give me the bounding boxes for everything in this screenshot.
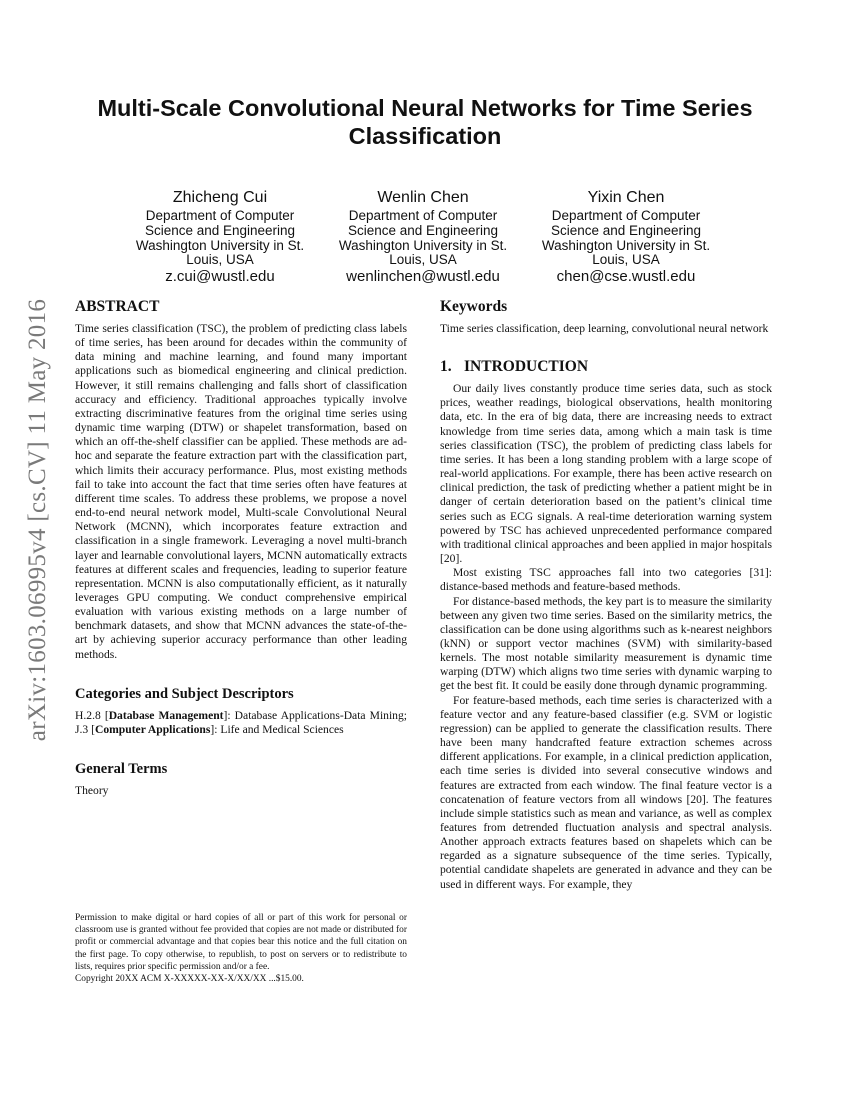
general-terms-text: Theory bbox=[75, 784, 109, 798]
author-block-3 bbox=[531, 188, 721, 285]
keywords-heading: Keywords bbox=[440, 298, 508, 315]
abstract-heading: ABSTRACT bbox=[75, 298, 160, 315]
section-number: 1. bbox=[440, 358, 452, 376]
categories-term-database: Database Management bbox=[108, 708, 224, 722]
author-affiliation-line: Department of Computer bbox=[348, 208, 498, 223]
permission-text: Permission to make digital or hard copies of all or part of this work for personal or classroom use is granted without fee provided that copies are not made or distributed for profit or commercial advantage and that copies bear this notice and the full citation on the first page. To copy otherwise, to republish, to post on servers or to redistribute to lists, requires prior specific permission and/or a fee. bbox=[75, 913, 407, 972]
keywords-text: Time series classification, deep learning, convolutional neural network bbox=[440, 322, 769, 335]
paper-title: Multi-Scale Convolutional Neural Networks for Time Series Classification bbox=[97, 95, 753, 149]
categories-text bbox=[75, 709, 407, 737]
categories-code: H.2.8 [ bbox=[75, 708, 109, 722]
categories-rest-2: ]: Life and Medical Sciences bbox=[210, 722, 344, 736]
arxiv-identifier-text: arXiv:1603.06995v4 [cs.CV] 11 May 2016 bbox=[24, 298, 51, 742]
general-terms-heading: General Terms bbox=[75, 761, 168, 778]
author-block-1 bbox=[125, 188, 315, 285]
author-affiliation-line: Washington University in St. bbox=[338, 237, 508, 253]
author-affiliation-line: Louis, USA bbox=[592, 252, 660, 268]
categories-term-computer: Computer Applications bbox=[94, 722, 211, 736]
intro-paragraph: Most existing TSC approaches fall into two categories [31]: distance-based methods and feature-based methods. bbox=[440, 566, 772, 594]
author-block-2 bbox=[328, 188, 518, 285]
author-affiliation-line: Science and Engineering bbox=[144, 222, 296, 238]
abstract-text: Time series classification (TSC), the problem of predicting class labels of time series, has been around for decades within the community of data mining and machine learning, and found many important applications such as biomedical engineering and clinical prediction. However, it still remains challenging and falls short of classification accuracy and efficiency. Traditional approaches typically involve extracting discriminative features from the original time series using dynamic time warping (DTW) or shapelet transformation, based on which an off-the-shelf classifier can be applied. These methods are ad-hoc and separate the feature extraction part with the classification part, which limits their accuracy performance. Plus, most existing methods fail to take into account the fact that time series often have features at different time scales. To address these problems, we propose a novel end-to-end neural network model, Multi-scale Convolutional Neural Network (MCNN), which incorporates feature extraction and classification in a single framework. Leveraging a novel multi-branch layer and learnable convolutional layers, MCNN automatically extracts features at different scales and frequencies, leading to superior feature representation. MCNN is also computationally efficient, as it naturally leverages GPU computing. We conduct comprehensive empirical evaluation with various existing methods on a large number of benchmark datasets, and show that MCNN advances the state-of-the-art by achieving superior accuracy performance than other leading methods. bbox=[75, 322, 407, 661]
author-name: Zhicheng Cui bbox=[172, 189, 268, 206]
author-name: Yixin Chen bbox=[587, 189, 665, 206]
author-name: Wenlin Chen bbox=[377, 189, 469, 206]
author-affiliation-line: Department of Computer bbox=[551, 208, 701, 223]
author-affiliation-line: Department of Computer bbox=[145, 208, 295, 223]
author-affiliation-line: Louis, USA bbox=[389, 252, 457, 268]
arxiv-identifier bbox=[18, 285, 58, 755]
author-email: wenlinchen@wustl.edu bbox=[346, 268, 500, 286]
introduction-heading bbox=[440, 358, 772, 376]
categories-rest-1: ]: Database Applications-Data Mining; J.3 [ bbox=[75, 708, 407, 736]
intro-paragraph: For feature-based methods, each time series is characterized with a feature vector and any feature-based classifier (e.g. SVM or logistic regression) can be applied to generate the classification results. There have been many handcrafted feature extraction schemes across different applications. For example, in a clinical prediction application, each time series is divided into several consecutive windows and features are extracted from each window. The final feature vector is a concatenation of feature vectors from all windows [20]. The features include simple statistics such as mean and variance, as well as complex features from detrended fluctuation analysis and spectral analysis. Another approach extracts features based on shapelets which can be regarded as a signature subsequence of the time series. Typically, potential candidate shapelets are generated in advance and they can be used in different ways. For example, they bbox=[440, 693, 772, 891]
intro-paragraph: For distance-based methods, the key part is to measure the similarity between any given two time series. Based on the similarity metrics, the classification can be done using algorithms such as k-nearest neighbors (kNN) or support vector machines (SVM) with similarity-based kernels. The most notable similarity measurement is dynamic time warping (DTW) which aligns two time series with dynamic warping to get the best fit. It could be easily done through dynamic programming. bbox=[440, 594, 772, 693]
author-affiliation-line: Louis, USA bbox=[186, 252, 254, 268]
permission-notice bbox=[75, 912, 407, 985]
author-affiliation-line: Science and Engineering bbox=[550, 222, 702, 238]
right-column bbox=[440, 298, 772, 892]
categories-heading: Categories and Subject Descriptors bbox=[75, 685, 294, 702]
author-email: chen@cse.wustl.edu bbox=[556, 268, 696, 286]
author-affiliation-line: Washington University in St. bbox=[541, 237, 711, 253]
copyright-line: Copyright 20XX ACM X-XXXXX-XX-X/XX/XX ...$15.00. bbox=[75, 974, 304, 985]
intro-paragraph: Our daily lives constantly produce time series data, such as stock prices, weather readings, biological observations, health monitoring data, etc. In the era of big data, there are increasing needs to extract knowledge from time series data, among which a main task is time series classification (TSC), the problem of predicting class labels for time series. It has been a long standing problem with a large scope of real-world applications. For example, there has been active research on clinical prediction, the task of predicting whether a patient might be in danger of certain deterioration based on the patient’s clinical time series such as ECG signals. A real-time deterioration warning system powered by TSC has achieved unprecedented performance compared with traditional clinical approaches and been applied in major hospitals [20]. bbox=[440, 382, 772, 566]
author-affiliation-line: Washington University in St. bbox=[135, 237, 305, 253]
left-column bbox=[75, 298, 407, 798]
author-email: z.cui@wustl.edu bbox=[165, 268, 275, 286]
author-affiliation-line: Science and Engineering bbox=[347, 222, 499, 238]
section-title: INTRODUCTION bbox=[464, 358, 589, 376]
